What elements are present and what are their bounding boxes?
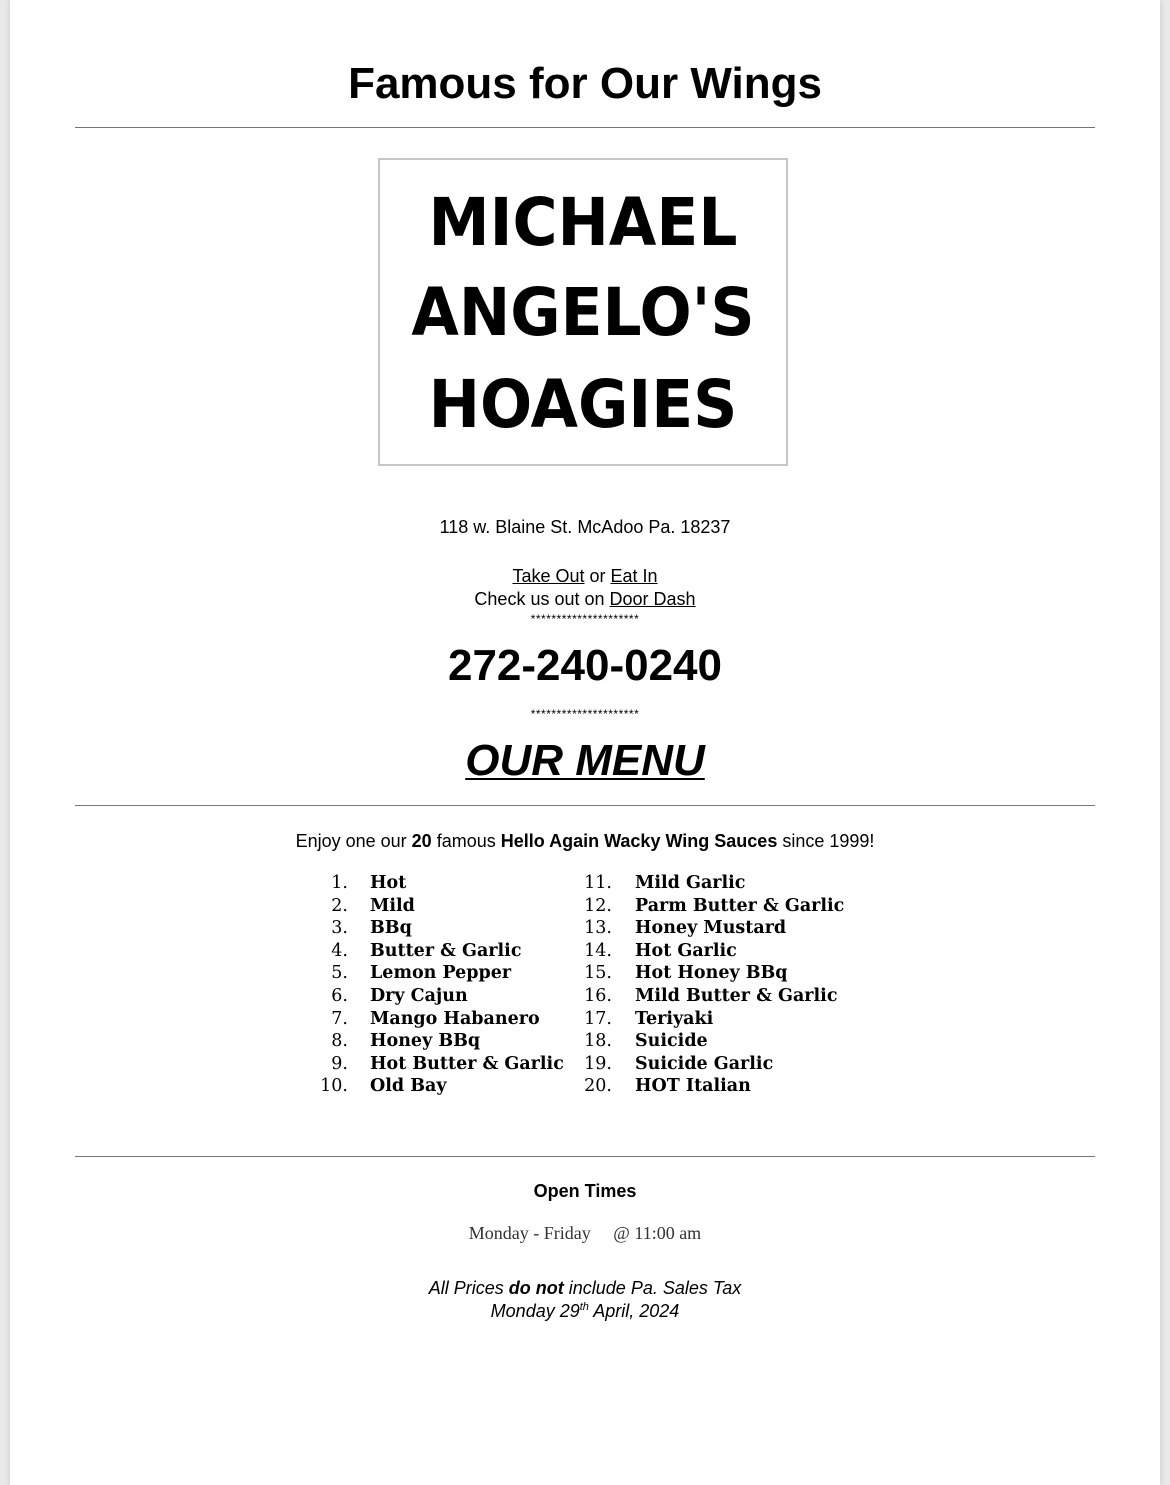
menu-date — [10, 1300, 1160, 1322]
sauce-item — [10, 872, 1160, 895]
star-divider-bottom: ********************* — [530, 707, 640, 721]
date-text: Monday 29 — [490, 1301, 580, 1321]
sauce-name: Honey Mustard — [635, 918, 787, 939]
sauce-name: Suicide — [635, 1031, 708, 1052]
sauce-name: Mild Garlic — [635, 873, 746, 893]
divider — [75, 127, 1095, 128]
sauce-number: 6. — [331, 985, 348, 1006]
sauce-number: 4. — [331, 940, 348, 961]
tax-text: include Pa. Sales Tax — [568, 1278, 742, 1298]
sauce-item — [10, 1008, 1160, 1031]
open-times-title: Open Times — [533, 1181, 637, 1201]
menu-title — [10, 736, 1160, 786]
date-text: April, 2024 — [593, 1301, 680, 1321]
sauce-item — [10, 895, 1160, 918]
sauce-number: 8. — [331, 1031, 348, 1052]
sauce-number: 10. — [320, 1076, 348, 1097]
open-time: @ 11:00 am — [613, 1223, 702, 1243]
sauce-name: Mild Butter & Garlic — [635, 985, 838, 1006]
intro-text: since 1999! — [782, 831, 875, 851]
sauce-name: HOT Italian — [635, 1076, 751, 1097]
logo-line-3: HOAGIES — [428, 366, 738, 443]
sauce-name: Suicide Garlic — [635, 1053, 774, 1074]
menu-title-text: OUR MENU — [465, 736, 705, 785]
date-suffix: th — [579, 1301, 589, 1313]
sauce-item — [10, 917, 1160, 940]
sauce-name: BBq — [370, 918, 412, 939]
or-text: or — [589, 566, 606, 586]
sauce-number: 20. — [584, 1076, 612, 1097]
sauce-number: 1. — [331, 873, 348, 893]
sauce-item — [10, 962, 1160, 985]
address: 118 w. Blaine St. McAdoo Pa. 18237 — [439, 517, 731, 537]
sauce-number: 12. — [584, 895, 612, 916]
service-options — [10, 565, 1160, 588]
sauce-number: 19. — [584, 1053, 612, 1074]
sauce-name: Parm Butter & Garlic — [635, 895, 845, 916]
sauce-number: 11. — [584, 873, 612, 893]
divider — [75, 805, 1095, 806]
tax-emphasis: do not — [508, 1278, 564, 1298]
sauce-number: 5. — [331, 963, 348, 984]
eat-in-link[interactable]: Eat In — [610, 566, 658, 586]
tax-note — [10, 1277, 1160, 1299]
sauce-number: 14. — [584, 940, 612, 961]
page-title: Famous for Our Wings — [348, 59, 822, 108]
sauce-name: Mango Habanero — [370, 1008, 540, 1029]
sauce-list-right — [10, 872, 1160, 1098]
open-times-line — [10, 1222, 1160, 1244]
sauce-number: 9. — [331, 1053, 348, 1074]
sauce-item — [10, 1030, 1160, 1053]
sauce-name: Hot Butter & Garlic — [370, 1053, 564, 1074]
sauce-name: Honey BBq — [370, 1031, 481, 1052]
tax-text: All Prices — [428, 1278, 504, 1298]
sauce-name: Mild — [370, 895, 415, 916]
logo-line-1: MICHAEL — [428, 184, 738, 261]
phone-number[interactable]: 272-240-0240 — [447, 641, 722, 690]
door-dash-link[interactable]: Door Dash — [609, 589, 696, 609]
sauce-name: Dry Cajun — [370, 985, 468, 1006]
sauce-item — [10, 940, 1160, 963]
sauce-number: 13. — [584, 918, 612, 939]
door-dash-line — [10, 588, 1160, 611]
sauce-number: 2. — [331, 895, 348, 916]
restaurant-logo — [378, 158, 788, 466]
open-days: Monday - Friday — [468, 1223, 591, 1243]
sauce-name: Old Bay — [370, 1076, 447, 1097]
sauce-number: 16. — [584, 985, 612, 1006]
star-divider-top: ********************* — [530, 612, 640, 626]
sauce-item — [10, 1053, 1160, 1076]
logo-line-2: ANGELO'S — [411, 274, 755, 351]
sauce-name: Hot Garlic — [635, 940, 737, 961]
sauce-number: 17. — [584, 1008, 612, 1029]
sauce-brand: Hello Again Wacky Wing Sauces — [500, 831, 778, 851]
divider — [75, 1156, 1095, 1157]
intro-text: famous — [436, 831, 496, 851]
sauce-number: 15. — [584, 963, 612, 984]
intro-text: Enjoy one our — [295, 831, 407, 851]
sauce-name: Hot Honey BBq — [635, 963, 788, 984]
take-out-link[interactable]: Take Out — [512, 566, 585, 586]
sauce-number: 7. — [331, 1008, 348, 1029]
sauce-name: Lemon Pepper — [370, 963, 512, 984]
sauce-name: Hot — [370, 873, 407, 893]
sauce-item — [10, 1075, 1160, 1098]
menu-page — [10, 0, 1160, 1485]
sauce-number: 18. — [584, 1031, 612, 1052]
sauce-name: Butter & Garlic — [370, 940, 522, 961]
sauce-name: Teriyaki — [635, 1008, 714, 1029]
sauce-number: 3. — [331, 918, 348, 939]
check-us-out-text: Check us out on — [474, 589, 605, 609]
menu-intro — [10, 829, 1160, 853]
sauce-count: 20 — [411, 831, 432, 851]
sauce-item — [10, 985, 1160, 1008]
